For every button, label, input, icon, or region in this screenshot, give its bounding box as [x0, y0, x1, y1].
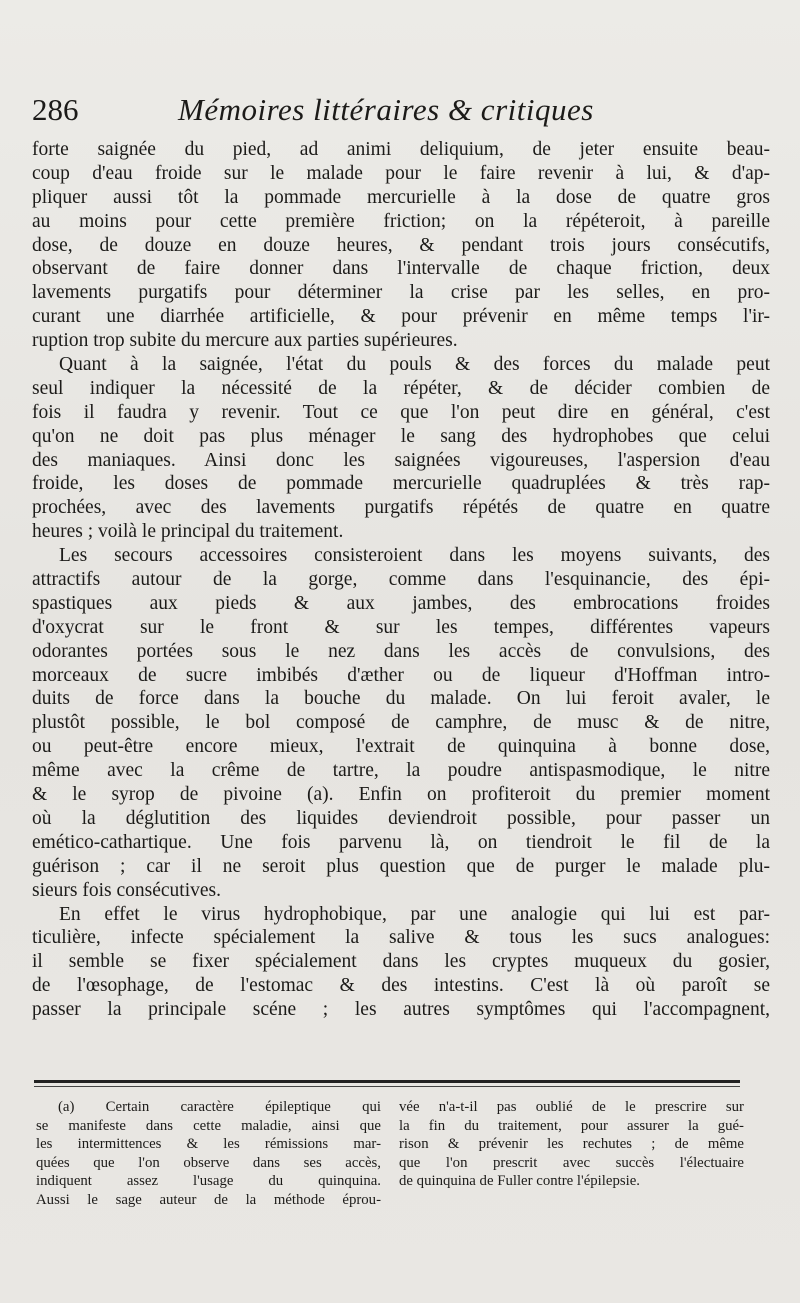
- text-line: Les secours accessoires consisteroient dans les moyens suivants, des: [59, 545, 770, 567]
- page-header: [32, 92, 772, 138]
- footnote-line: (a) Certain caractère épileptique qui: [58, 1099, 381, 1115]
- text-line: spastiques aux pieds & aux jambes, des embrocations froides: [32, 592, 770, 614]
- text-line: au moins pour cette première friction; on la répéteroit, à pareille: [32, 210, 770, 232]
- text-line: de l'œsophage, de l'estomac & des intestins. C'est là où paroît se: [32, 975, 770, 997]
- text-line: coup d'eau froide sur le malade pour le faire revenir à lui, & d'ap-: [32, 162, 770, 184]
- text-line: odorantes portées sous le nez dans les accès de convulsions, des: [32, 640, 770, 662]
- text-line: fois il faudra y revenir. Tout ce que l'on peut dire en général, c'est: [32, 401, 770, 423]
- footnote-line: vée n'a-t-il pas oublié de le prescrire sur: [399, 1099, 744, 1115]
- text-line: & le syrop de pivoine (a). Enfin on profiteroit du premier moment: [32, 784, 770, 806]
- main-text: [32, 138, 770, 1022]
- text-line: passer la principale scéne ; les autres symptômes qui l'accompagnent,: [32, 999, 770, 1021]
- footnote-line: rison & prévenir les rechutes ; de même: [399, 1136, 744, 1153]
- text-line: il semble se fixer spécialement dans les cryptes muqueux du gosier,: [32, 951, 770, 973]
- text-line: forte saignée du pied, ad animi deliquium, de jeter ensuite beau-: [32, 139, 770, 160]
- footnote-line: de quinquina de Fuller contre l'épilepsie.: [399, 1173, 640, 1190]
- footnote-column-left: [36, 1098, 381, 1210]
- text-line: heures ; voilà le principal du traitement.: [32, 521, 344, 543]
- text-line: où la déglutition des liquides deviendroit possible, pour passer un: [32, 807, 770, 829]
- text-line: En effet le virus hydrophobique, par une analogie qui lui est par-: [59, 903, 770, 925]
- text-line: qu'on ne doit pas plus ménager le sang des hydrophobes que celui: [32, 425, 770, 447]
- text-line: sieurs fois consécutives.: [32, 879, 222, 901]
- text-line: des maniaques. Ainsi donc les saignées vigoureuses, l'aspersion d'eau: [32, 449, 770, 471]
- footnote-line: se manifeste dans cette maladie, ainsi que: [36, 1117, 381, 1134]
- text-line: plustôt possible, le bol composé de camphre, de musc & de nitre,: [32, 712, 770, 734]
- footnote-line: la fin du traitement, pour assurer la gué-: [399, 1117, 744, 1134]
- text-line: lavements purgatifs pour déterminer la crise par les selles, en pro-: [32, 282, 770, 304]
- footnote-line: les intermittences & les rémissions mar-: [36, 1136, 381, 1153]
- text-line: seul indiquer la nécessité de la répéter, & de décider combien de: [32, 377, 770, 399]
- text-line: duits de force dans la bouche du malade. On lui feroit avaler, le: [32, 688, 770, 710]
- page-number: 286: [32, 92, 79, 127]
- footnotes: [36, 1098, 750, 1228]
- running-title: Mémoires littéraires & critiques: [178, 92, 594, 127]
- footnote-line: indiquent assez l'usage du quinquina.: [36, 1173, 381, 1190]
- text-line: froide, les doses de pommade mercurielle quadruplées & très rap-: [32, 473, 770, 495]
- text-line: emético-cathartique. Une fois parvenu là, on tiendroit le fil de la: [32, 831, 770, 853]
- text-line: ticulière, infecte spécialement la salive & tous les sucs analogues:: [32, 927, 770, 949]
- footnote-line: quées que l'on observe dans ses accès,: [36, 1154, 381, 1171]
- text-line: curant une diarrhée artificielle, & pour prévenir en même temps l'ir-: [32, 306, 770, 328]
- text-line: d'oxycrat sur le front & sur les tempes, différentes vapeurs: [32, 616, 770, 638]
- text-line: attractifs autour de la gorge, comme dans l'esquinancie, des épi-: [32, 569, 770, 591]
- text-line: morceaux de sucre imbibés d'æther ou de liqueur d'Hoffman intro-: [32, 664, 770, 686]
- text-line: pliquer aussi tôt la pommade mercurielle à la dose de quatre gros: [32, 186, 770, 208]
- text-line: guérison ; car il ne seroit plus question que de purger le malade plu-: [32, 855, 770, 877]
- text-line: ruption trop subite du mercure aux parties supérieures.: [32, 330, 458, 352]
- text-line: ou peut-être encore mieux, l'extrait de quinquina à bonne dose,: [32, 736, 770, 758]
- text-line: même avec la crême de tartre, la poudre antispasmodique, le nitre: [32, 760, 770, 782]
- text-line: Quant à la saignée, l'état du pouls & des forces du malade peut: [59, 354, 770, 376]
- text-line: observant de faire donner dans l'intervalle de chaque friction, deux: [32, 258, 770, 280]
- text-line: dose, de douze en douze heures, & pendant trois jours consécutifs,: [32, 234, 770, 256]
- footnote-line: que l'on prescrit avec succès l'électuaire: [399, 1154, 744, 1171]
- footnote-line: Aussi le sage auteur de la méthode éprou-: [36, 1191, 381, 1208]
- footnote-separator-rule: [34, 1080, 740, 1083]
- text-line: prochées, avec des lavements purgatifs répétés de quatre en quatre: [32, 497, 770, 519]
- footnote-column-right: [399, 1098, 744, 1191]
